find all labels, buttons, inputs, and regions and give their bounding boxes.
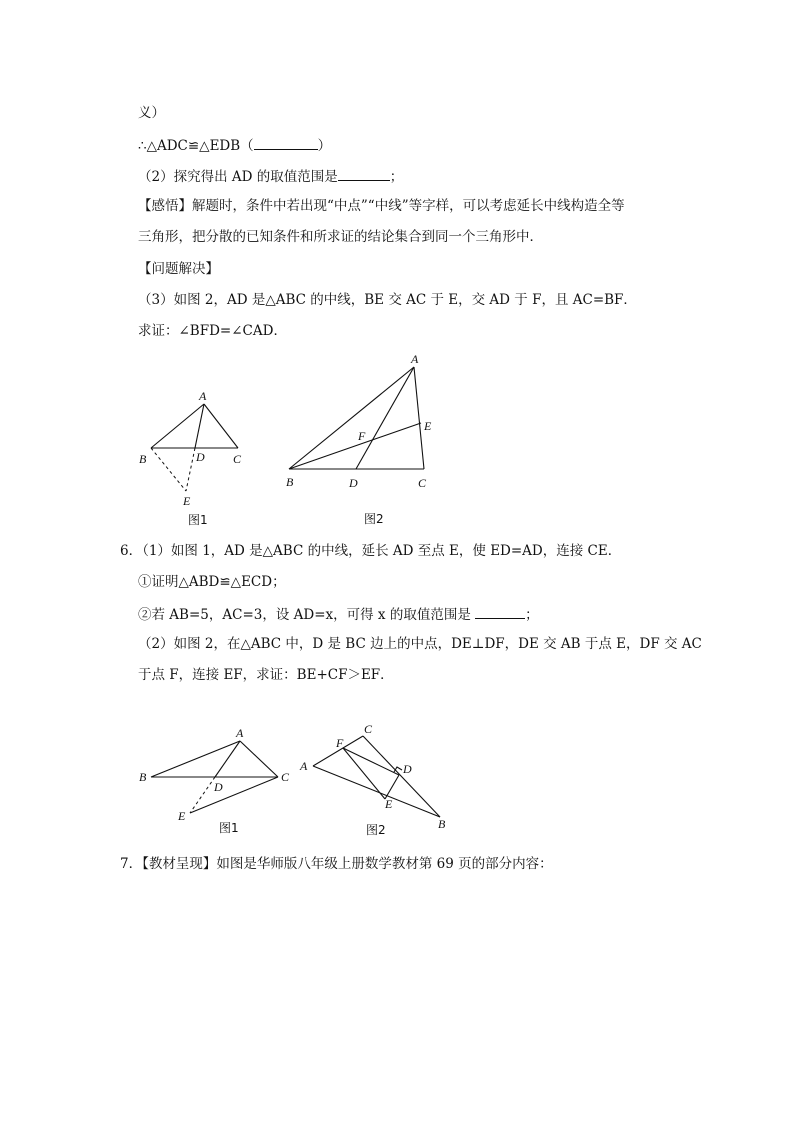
fig5-1-label-c: C [233,452,242,466]
fig6-2-label-c: C [364,722,373,736]
fig6-1-label-e: E [178,809,186,823]
fig5-2-label-b: B [286,475,294,489]
fig6-2-label-a: A [300,759,308,773]
fig5-1-label-b: B [139,452,147,466]
problem-solving-heading: 【问题解决】 [138,261,219,277]
text-line-1: 义） [138,105,165,121]
fig5-1-label-e: E [183,494,191,508]
fig5-1-label-d: D [196,450,205,464]
fig6-2-caption: 图2 [366,823,386,837]
fig5-1-label-a: A [199,389,207,403]
fig6-2-label-d: D [403,762,412,776]
fig5-2-label-c: C [418,476,427,490]
fig5-2-label-e: E [424,419,432,433]
q6-part1-statement: 6．（1）如图 1，AD 是△ABC 的中线，延长 AD 至点 E，使 ED=AD，连接 CE． [120,543,622,559]
fig6-1-label-a: A [236,726,244,740]
q6-part1-item2: ②若 AB=5，AC=3，设 AD=x，可得 x 的取值范围是 ； [138,604,539,624]
fig5-2-caption: 图2 [364,512,384,526]
congruence-statement: ∴△ADC≌△EDB（ [138,138,254,154]
insight-paragraph-line-1: 【感悟】解题时，条件中若出现“中点”“中线”等字样，可以考虑延长中线构造全等 [138,198,625,214]
fig6-1-label-b: B [139,770,147,784]
fig5-2-label-d: D [349,476,358,490]
fig5-1-caption: 图1 [188,513,208,527]
q6-part1-item1: ①证明△ABD≌△ECD； [138,574,286,590]
q7-statement: 7．【教材呈现】如图是华师版八年级上册数学教材第 69 页的部分内容： [120,856,553,872]
fig6-1-label-c: C [281,770,290,784]
text-line-3: （2）探究得出 AD 的取值范围是 ； [138,166,403,186]
fig5-2-label-f: F [358,429,366,443]
text-line-2: ∴△ADC≌△EDB（ ） [138,135,331,155]
fig6-2-label-f: F [336,736,344,750]
fig6-1-label-d: D [214,780,223,794]
q6-part2-statement-line-2: 于点 F，连接 EF，求证：BE+CF＞EF． [138,667,394,683]
fig6-1-caption: 图1 [219,821,239,835]
fig6-2-label-b: B [438,817,446,831]
q6-part2-statement-line-1: （2）如图 2，在△ABC 中，D 是 BC 边上的中点，DE⊥DF，DE 交 AB 于点 E，DF 交 AC [138,636,702,652]
problem-3-prove: 求证：∠BFD=∠CAD． [138,323,287,339]
fig5-2-label-a: A [411,352,419,366]
problem-3-statement: （3）如图 2，AD 是△ABC 的中线，BE 交 AC 于 E，交 AD 于 F，且 AC=BF． [138,292,637,308]
fig6-2-label-e: E [385,797,393,811]
insight-paragraph-line-2: 三角形，把分散的已知条件和所求证的结论集合到同一个三角形中． [138,229,543,245]
